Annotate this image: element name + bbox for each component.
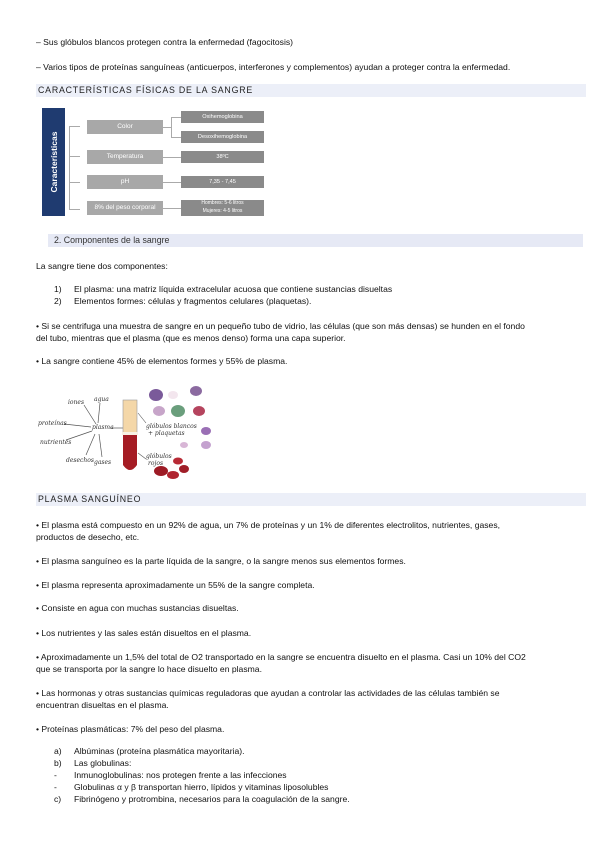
- list-item: Albúminas (proteína plasmática mayoritaria).: [74, 746, 245, 756]
- label-rojos: rojos: [148, 460, 164, 467]
- table-value: Oxihemoglobina: [181, 111, 264, 123]
- list-item: Globulinas α y β transportan hierro, lípidos y vitaminas liposolubles: [74, 782, 329, 792]
- plasma-paragraph-6: • Aproximadamente un 1,5% del total de O2 transportado en la sangre se encuentra disuelto en el plasma. Casi un 10% del CO2: [36, 652, 526, 662]
- table-value: 38ºC: [181, 151, 264, 163]
- components-intro: La sangre tiene dos componentes:: [36, 261, 168, 271]
- blood-composition-figure: [36, 383, 226, 483]
- label-nutrientes: nutrientes: [40, 439, 72, 446]
- plasma-paragraph-6b: que se transporta por la sangre lo hace disuelto en plasma.: [36, 664, 262, 674]
- list-number: -: [54, 782, 57, 792]
- table-side-label: Características: [42, 108, 65, 216]
- plasma-paragraph-1: • El plasma está compuesto en un 92% de agua, un 7% de proteínas y un 1% de diferentes electrolitos, nutrientes, gases,: [36, 520, 501, 530]
- list-number: a): [54, 746, 62, 756]
- list-item: Inmunoglobulinas: nos protegen frente a las infecciones: [74, 770, 287, 780]
- plasma-paragraph-8: • Proteínas plasmáticas: 7% del peso del plasma.: [36, 724, 225, 734]
- list-number: -: [54, 770, 57, 780]
- list-number: 1): [54, 284, 62, 294]
- section-heading-caracteristicas: CARACTERÍSTICAS FÍSICAS DE LA SANGRE: [36, 84, 586, 97]
- plasma-paragraph-7b: encuentran disueltas en el plasma.: [36, 700, 169, 710]
- label-plasma: plasma: [92, 424, 114, 431]
- section-heading-plasma: PLASMA SANGUÍNEO: [36, 493, 586, 506]
- plasma-paragraph-1b: productos de desecho, etc.: [36, 532, 140, 542]
- table-bracket: [69, 126, 80, 210]
- centrifuge-line-1: • Si se centrifuga una muestra de sangre en un pequeño tubo de vidrio, las células (que son más densas) se hunden en el fondo: [36, 321, 525, 331]
- section-heading-componentes: 2. Componentes de la sangre: [48, 234, 583, 247]
- plasma-paragraph-7: • Las hormonas y otras sustancias químicas reguladoras que ayudan a controlar las actividades de las células también se: [36, 688, 500, 698]
- list-item: El plasma: una matriz líquida extracelular acuosa que contiene sustancias disueltas: [74, 284, 393, 294]
- plasma-paragraph-2: • El plasma sanguíneo es la parte líquida de la sangre, o la sangre menos sus elementos formes.: [36, 556, 406, 566]
- intro-line-1: – Sus glóbulos blancos protegen contra la enfermedad (fagocitosis): [36, 37, 294, 47]
- blood-figure-graphic: [36, 383, 226, 483]
- list-item: Elementos formes: células y fragmentos celulares (plaquetas).: [74, 296, 312, 306]
- table-row-label: Color: [87, 120, 163, 134]
- table-value-volume: Hombres: 5-6 litros Mujeres: 4-5 litros: [181, 200, 264, 216]
- list-number: 2): [54, 296, 62, 306]
- table-row-label: 8% del peso corporal: [87, 201, 163, 215]
- list-number: b): [54, 758, 62, 768]
- list-item: Las globulinas:: [74, 758, 132, 768]
- table-value: 7,35 - 7,45: [181, 176, 264, 188]
- label-globulos-rojos: glóbulos: [146, 453, 172, 460]
- table-value: Desoxihemoglobina: [181, 131, 264, 143]
- plasma-paragraph-5: • Los nutrientes y las sales están disueltos en el plasma.: [36, 628, 252, 638]
- label-gases: gases: [94, 459, 112, 466]
- percentage-text: • La sangre contiene 45% de elementos formes y 55% de plasma.: [36, 356, 288, 366]
- label-proteinas: proteínas: [38, 420, 67, 427]
- centrifuge-line-2: del tubo, mientras que el plasma (que es menos denso) forma una capa superior.: [36, 333, 346, 343]
- label-desechos: desechos: [66, 457, 94, 464]
- table-row-label: Temperatura: [87, 150, 163, 164]
- label-plaquetas: + plaquetas: [148, 430, 185, 437]
- list-item: Fibrinógeno y protrombina, necesarios para la coagulación de la sangre.: [74, 794, 350, 804]
- label-agua: agua: [94, 396, 109, 403]
- plasma-paragraph-4: • Consiste en agua con muchas sustancias disueltas.: [36, 603, 239, 613]
- label-globulos-blancos: glóbulos blancos: [146, 423, 197, 430]
- list-number: c): [54, 794, 62, 804]
- label-iones: iones: [68, 399, 85, 406]
- plasma-paragraph-3: • El plasma representa aproximadamente un 55% de la sangre completa.: [36, 580, 315, 590]
- intro-line-2: – Varios tipos de proteínas sanguíneas (anticuerpos, interferones y complementos) ayudan a proteger contra la enfermedad.: [36, 62, 511, 72]
- table-row-label: pH: [87, 175, 163, 189]
